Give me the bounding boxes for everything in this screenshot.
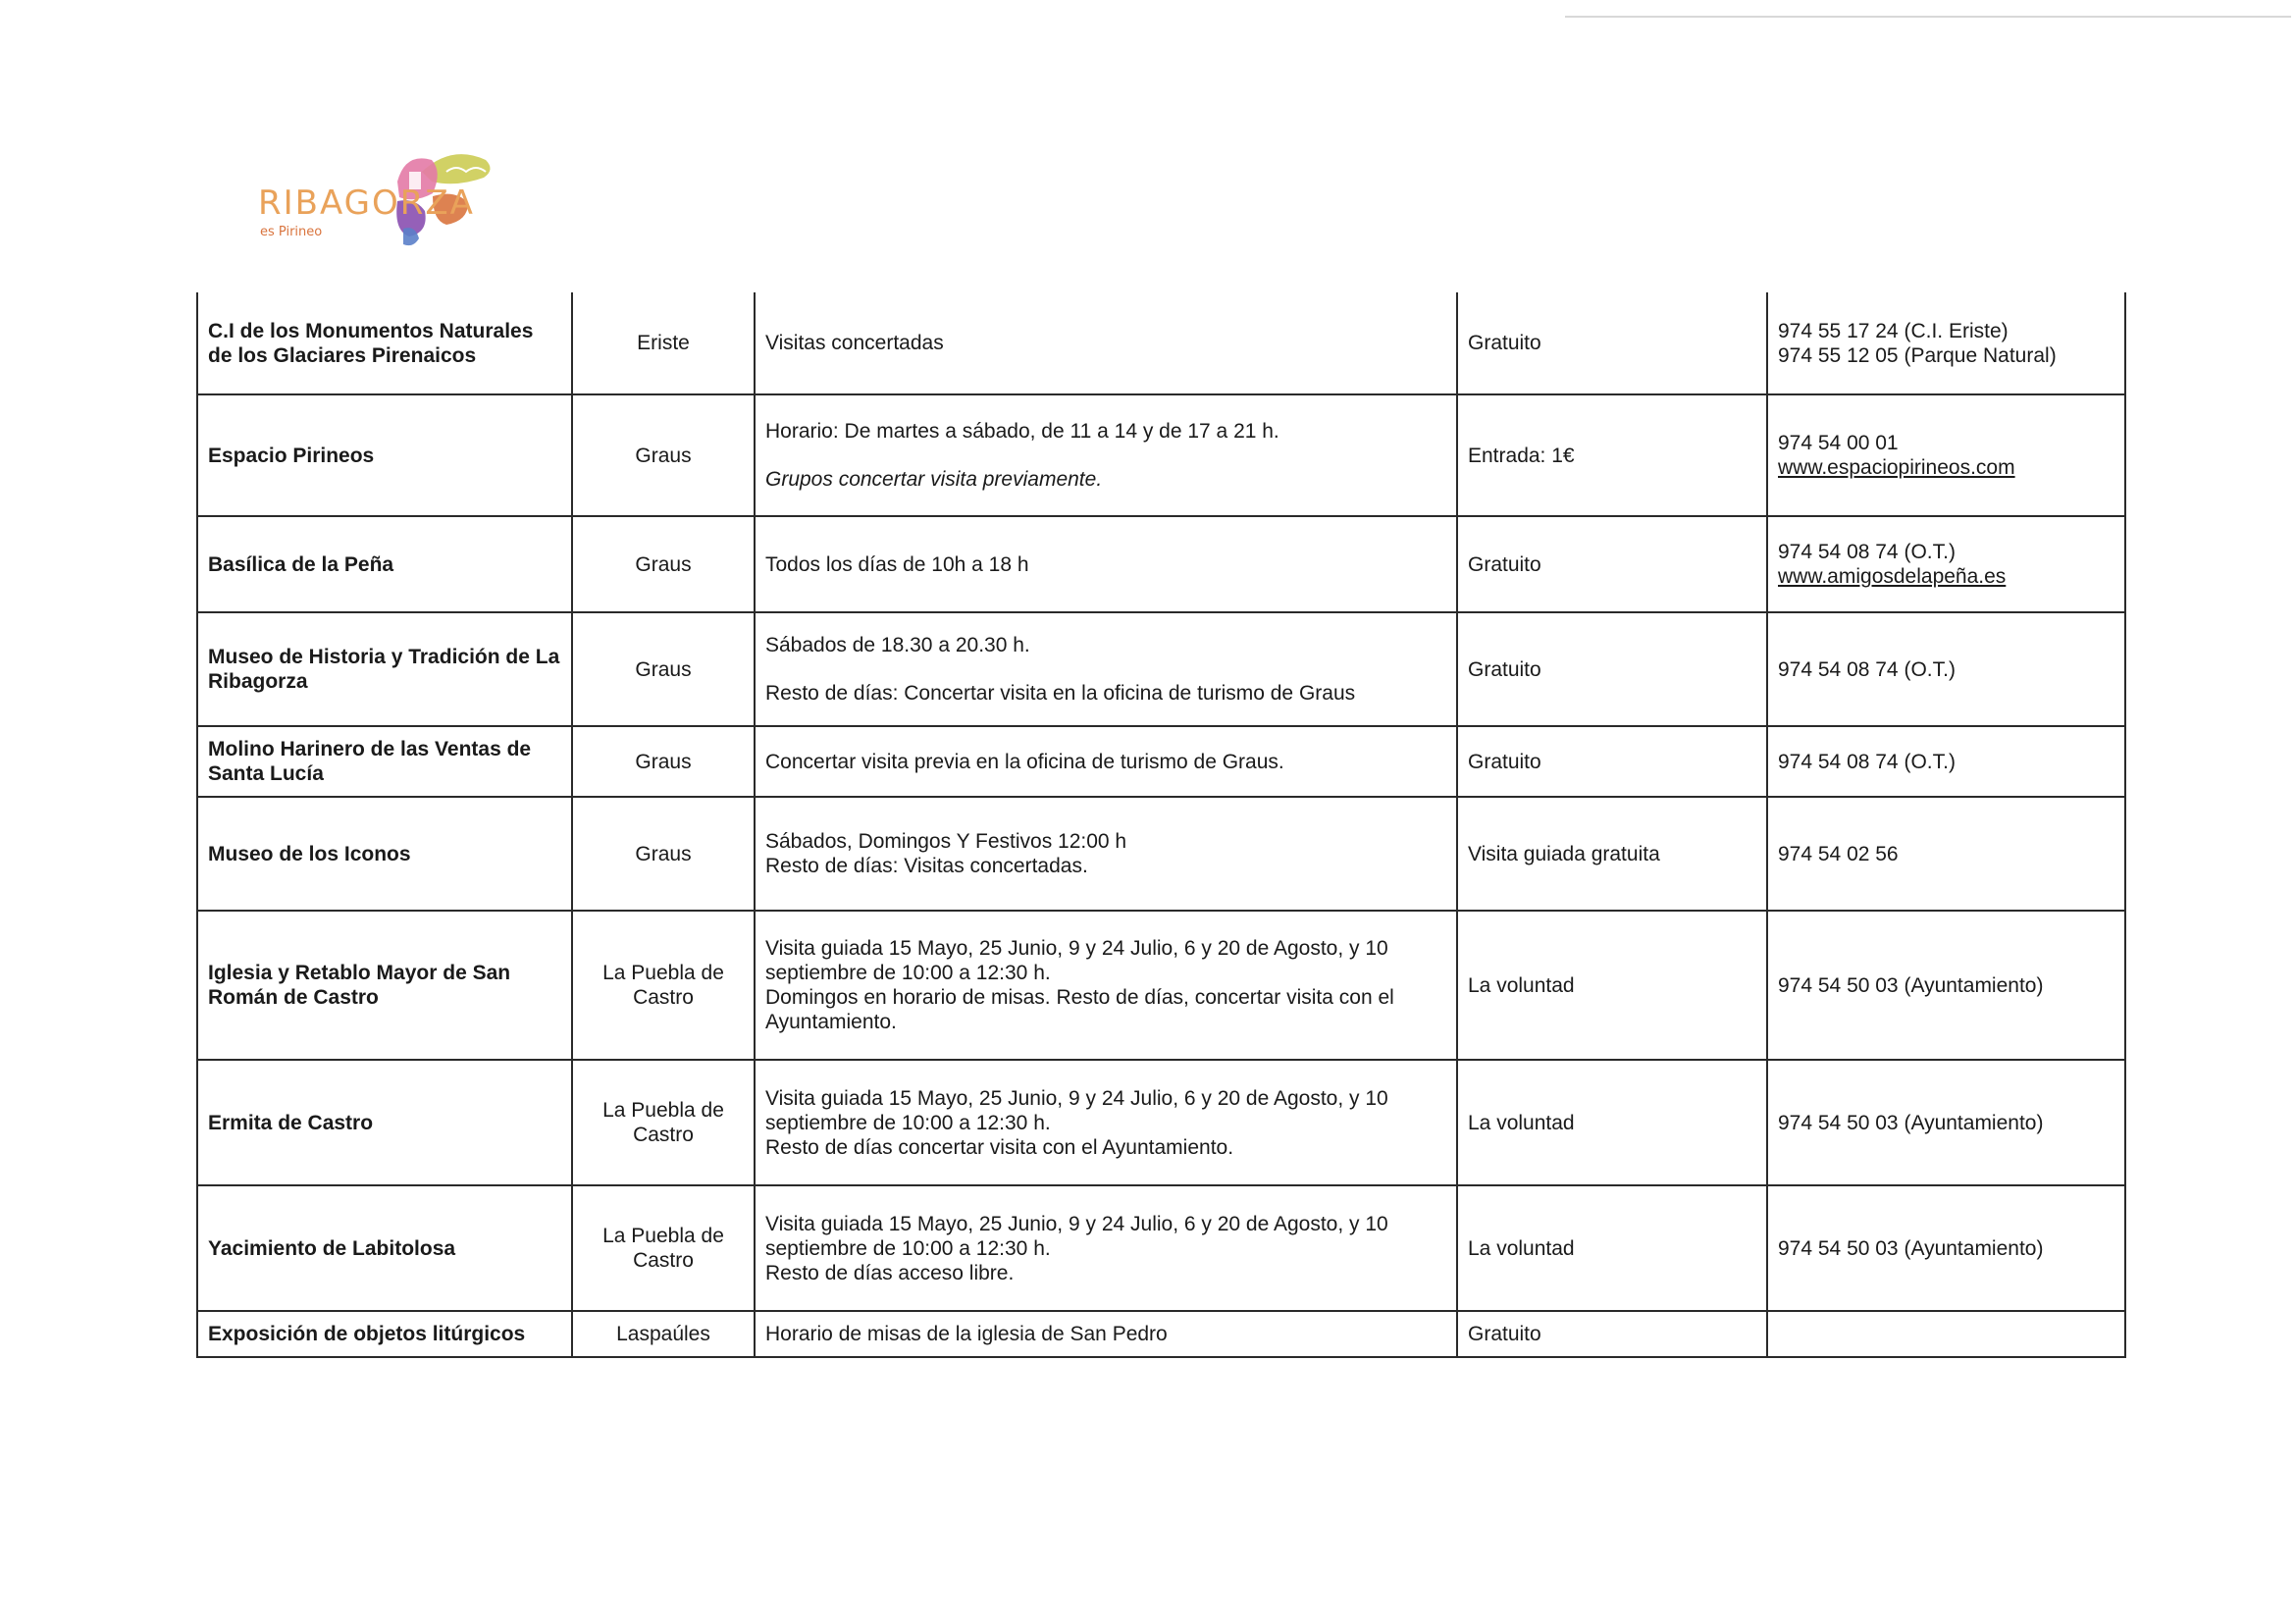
phone-number: 974 54 00 01 — [1778, 432, 1899, 454]
schedule-line: Resto de días: Concertar visita en la oficina de turismo de Graus — [765, 682, 1356, 705]
contact-cell — [1767, 1060, 2125, 1185]
schedule-cell — [755, 1185, 1457, 1311]
venue-name-cell: Exposición de objetos litúrgicos — [197, 1311, 572, 1357]
location-cell: Eriste — [572, 292, 755, 394]
schedule-cell — [755, 726, 1457, 797]
price-cell: La voluntad — [1457, 911, 1767, 1060]
contact-cell — [1767, 394, 2125, 516]
location-cell: Graus — [572, 612, 755, 726]
schedule-line: Resto de días: Visitas concertadas. — [765, 855, 1088, 877]
price-cell: La voluntad — [1457, 1185, 1767, 1311]
venue-name-cell: Yacimiento de Labitolosa — [197, 1185, 572, 1311]
location-cell: Laspaúles — [572, 1311, 755, 1357]
price-cell: Gratuito — [1457, 516, 1767, 612]
location-cell: Graus — [572, 726, 755, 797]
table-row — [197, 911, 2125, 1060]
schedule-line: Sábados, Domingos Y Festivos 12:00 h — [765, 830, 1127, 853]
schedule-line: Grupos concertar visita previamente. — [765, 468, 1103, 491]
schedule-cell — [755, 516, 1457, 612]
ribagorza-logo — [250, 142, 545, 255]
table-row — [197, 394, 2125, 516]
table-row — [197, 1185, 2125, 1311]
logo-wordmark: RIBAGORZA — [258, 183, 475, 223]
price-cell: Gratuito — [1457, 292, 1767, 394]
phone-number: 974 55 17 24 (C.I. Eriste) — [1778, 319, 2009, 342]
table-row — [197, 1311, 2125, 1357]
venue-name-cell: Ermita de Castro — [197, 1060, 572, 1185]
schedule-cell — [755, 911, 1457, 1060]
schedule-cell — [755, 612, 1457, 726]
phone-number: 974 54 50 03 (Ayuntamiento) — [1778, 1111, 2044, 1134]
location-cell: La Puebla de Castro — [572, 911, 755, 1060]
location-cell: Graus — [572, 516, 755, 612]
venue-name-cell: Basílica de la Peña — [197, 516, 572, 612]
schedule-cell — [755, 1311, 1457, 1357]
phone-number: 974 54 08 74 (O.T.) — [1778, 750, 1956, 773]
schedule-cell — [755, 394, 1457, 516]
location-cell: La Puebla de Castro — [572, 1060, 755, 1185]
schedule-line: Concertar visita previa en la oficina de turismo de Graus. — [765, 750, 1284, 773]
schedule-line: Sábados de 18.30 a 20.30 h. — [765, 634, 1030, 656]
schedule-line: Resto de días concertar visita con el Ayuntamiento. — [765, 1135, 1234, 1159]
price-cell: Gratuito — [1457, 726, 1767, 797]
table-row — [197, 726, 2125, 797]
price-cell: Gratuito — [1457, 612, 1767, 726]
venue-name-cell: Espacio Pirineos — [197, 394, 572, 516]
contact-cell — [1767, 612, 2125, 726]
contact-cell — [1767, 1311, 2125, 1357]
contact-cell — [1767, 516, 2125, 612]
contact-cell — [1767, 911, 2125, 1060]
venue-name-cell: C.I de los Monumentos Naturales de los Glaciares Pirenaicos — [197, 292, 572, 394]
price-cell: Visita guiada gratuita — [1457, 797, 1767, 911]
phone-number: 974 55 12 05 (Parque Natural) — [1778, 343, 2057, 367]
contact-cell — [1767, 797, 2125, 911]
contact-cell — [1767, 726, 2125, 797]
location-cell: La Puebla de Castro — [572, 1185, 755, 1311]
table-row — [197, 1060, 2125, 1185]
schedule-line: Visita guiada 15 Mayo, 25 Junio, 9 y 24 Julio, 6 y 20 de Agosto, y 10 septiembre de 10:00 a 12:30 h. — [765, 937, 1388, 984]
price-cell: La voluntad — [1457, 1060, 1767, 1185]
schedule-line: Domingos en horario de misas. Resto de días, concertar visita con el Ayuntamiento. — [765, 986, 1394, 1033]
phone-number: 974 54 02 56 — [1778, 842, 1899, 865]
price-cell: Gratuito — [1457, 1311, 1767, 1357]
contact-cell — [1767, 1185, 2125, 1311]
schedule-line: Todos los días de 10h a 18 h — [765, 552, 1029, 576]
phone-number: 974 54 50 03 (Ayuntamiento) — [1778, 973, 2044, 997]
schedule-line: Visitas concertadas — [765, 332, 944, 354]
logo-subtitle: es Pirineo — [260, 225, 323, 239]
table-row — [197, 516, 2125, 612]
location-cell: Graus — [572, 394, 755, 516]
contact-cell — [1767, 292, 2125, 394]
website-link[interactable]: www.espaciopirineos.com — [1778, 456, 2015, 479]
schedule-line: Horario de misas de la iglesia de San Pedro — [765, 1323, 1168, 1345]
schedule-cell — [755, 797, 1457, 911]
scan-edge-line — [1565, 16, 2291, 18]
schedule-cell — [755, 1060, 1457, 1185]
schedule-line: Horario: De martes a sábado, de 11 a 14 y de 17 a 21 h. — [765, 420, 1279, 443]
phone-number: 974 54 08 74 (O.T.) — [1778, 657, 1956, 681]
location-cell: Graus — [572, 797, 755, 911]
price-cell: Entrada: 1€ — [1457, 394, 1767, 516]
visits-table — [196, 292, 2126, 1358]
table-row — [197, 292, 2125, 394]
phone-number: 974 54 08 74 (O.T.) — [1778, 541, 1956, 563]
schedule-line: Visita guiada 15 Mayo, 25 Junio, 9 y 24 Julio, 6 y 20 de Agosto, y 10 septiembre de 10:00 a 12:30 h. — [765, 1212, 1388, 1260]
table-row — [197, 797, 2125, 911]
website-link[interactable]: www.amigosdelapeña.es — [1778, 565, 2007, 588]
schedule-line: Visita guiada 15 Mayo, 25 Junio, 9 y 24 Julio, 6 y 20 de Agosto, y 10 septiembre de 10:00 a 12:30 h. — [765, 1086, 1388, 1134]
table-row — [197, 612, 2125, 726]
venue-name-cell: Museo de Historia y Tradición de La Ribagorza — [197, 612, 572, 726]
venue-name-cell: Molino Harinero de las Ventas de Santa Lucía — [197, 726, 572, 797]
venue-name-cell: Iglesia y Retablo Mayor de San Román de Castro — [197, 911, 572, 1060]
schedule-cell — [755, 292, 1457, 394]
phone-number: 974 54 50 03 (Ayuntamiento) — [1778, 1236, 2044, 1260]
schedule-line: Resto de días acceso libre. — [765, 1261, 1015, 1284]
venue-name-cell: Museo de los Iconos — [197, 797, 572, 911]
